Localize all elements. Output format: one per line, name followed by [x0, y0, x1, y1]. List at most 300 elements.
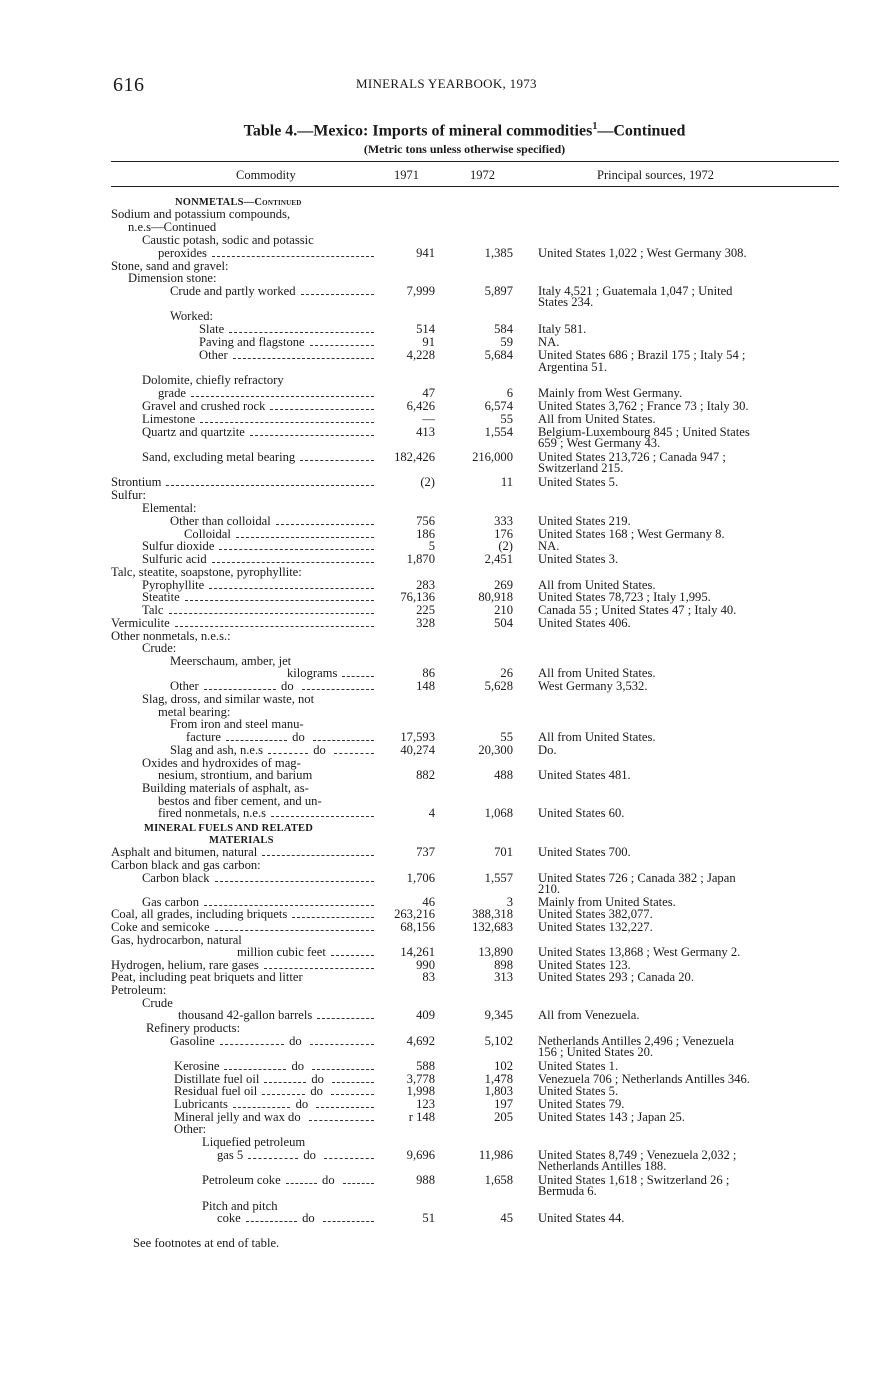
- dot-leader: [313, 740, 374, 741]
- commodity-name: Lubricants: [174, 1097, 228, 1111]
- commodity-name: Petroleum:: [111, 983, 167, 997]
- value-1971: 123: [416, 1097, 435, 1111]
- dot-leader: [262, 855, 374, 856]
- value-1971: 737: [416, 845, 435, 859]
- dot-leader: [233, 358, 374, 359]
- principal-sources: United States 382,077.: [538, 907, 653, 921]
- table-row: [0, 858, 877, 872]
- principal-sources: United States 168 ; West Germany 8.: [538, 527, 725, 541]
- commodity-name: peroxides: [158, 246, 207, 260]
- dot-leader: [268, 753, 308, 754]
- principal-sources: United States 5.: [538, 1084, 619, 1098]
- commodity-name: Pitch and pitch: [202, 1199, 278, 1213]
- value-1971: r 148: [408, 1110, 435, 1124]
- dot-leader: [204, 689, 276, 690]
- value-1971: 1,870: [406, 552, 435, 566]
- principal-sources: United States 132,227.: [538, 920, 653, 934]
- commodity-name: Colloidal: [184, 527, 231, 541]
- principal-sources: Canada 55 ; United States 47 ; Italy 40.: [538, 603, 737, 617]
- value-1972: 1,068: [484, 806, 513, 820]
- dot-leader: [224, 1069, 286, 1070]
- commodity-name: Steatite: [142, 590, 180, 604]
- dot-leader: [185, 600, 374, 601]
- value-1972: 80,918: [478, 590, 513, 604]
- commodity-name: Gravel and crushed rock: [142, 399, 266, 413]
- table-row: [0, 768, 877, 782]
- dot-leader: [233, 1107, 291, 1108]
- principal-sources: United States 1,618 ; Switzerland 26 ;: [538, 1173, 730, 1187]
- value-1972: 210: [494, 603, 513, 617]
- commodity-name: Crude: [142, 996, 173, 1010]
- value-1971: —: [422, 412, 435, 426]
- unit-label: do: [284, 1110, 304, 1124]
- header-1971: 1971: [394, 168, 419, 182]
- value-1971: 182,426: [394, 450, 435, 464]
- commodity-name: Building materials of asphalt, as-: [142, 781, 309, 795]
- principal-sources: Mainly from United States.: [538, 895, 676, 909]
- header-commodity: Commodity: [236, 168, 296, 182]
- table-row: [0, 360, 877, 374]
- commodity-name: Talc: [142, 603, 164, 617]
- value-1971: 4,692: [406, 1034, 435, 1048]
- commodity-name: Sulfuric acid: [142, 552, 207, 566]
- commodity-name: fired nonmetals, n.e.s: [158, 806, 267, 820]
- value-1972: 269: [494, 578, 513, 592]
- table-row: [0, 386, 877, 400]
- commodity-name: Sulfur:: [111, 488, 146, 502]
- value-1972: 6,574: [484, 399, 513, 413]
- commodity-name: metal bearing:: [158, 705, 231, 719]
- value-1972: 11,986: [478, 1148, 513, 1162]
- table-row: [0, 1211, 877, 1225]
- dot-leader: [292, 917, 374, 918]
- table-row: [0, 692, 877, 706]
- value-1971: 514: [416, 322, 435, 336]
- value-1972: (2): [498, 539, 513, 553]
- value-1972: 504: [494, 616, 513, 630]
- principal-sources: United States 1.: [538, 1059, 619, 1073]
- value-1972: 5,628: [484, 679, 513, 693]
- commodity-cell: [199, 322, 376, 336]
- commodity-name: Carbon black: [142, 871, 210, 885]
- commodity-cell: [142, 373, 376, 387]
- commodity-name: Sand, excluding metal bearing: [142, 450, 296, 464]
- table-row: [0, 603, 877, 617]
- dot-leader: [175, 626, 374, 627]
- value-1971: 68,156: [400, 920, 435, 934]
- value-1971: 14,261: [400, 945, 435, 959]
- value-1971: 413: [416, 425, 435, 439]
- value-1972: 55: [500, 412, 513, 426]
- unit-label: do: [307, 1084, 327, 1098]
- commodity-cell: [111, 970, 376, 984]
- commodity-name: Coke and semicoke: [111, 920, 210, 934]
- value-1972: 11: [500, 475, 513, 489]
- table-row: [0, 1184, 877, 1198]
- dot-leader: [302, 689, 374, 690]
- commodity-cell: [146, 1021, 376, 1035]
- value-1971: 1,998: [406, 1084, 435, 1098]
- value-1971: 263,216: [394, 907, 435, 921]
- value-1971: 5: [428, 539, 435, 553]
- value-1972: 333: [494, 514, 513, 528]
- principal-sources: United States 726 ; Canada 382 ; Japan: [538, 871, 736, 885]
- commodity-name: Slag, dross, and similar waste, not: [142, 692, 315, 706]
- commodity-name: bestos and fiber cement, and un-: [158, 794, 322, 808]
- table-row: [0, 488, 877, 502]
- commodity-cell: [111, 983, 376, 997]
- table-row: [0, 565, 877, 579]
- commodity-name: Gas, hydrocarbon, natural: [111, 933, 242, 947]
- value-1972: 898: [494, 958, 513, 972]
- commodity-name: nesium, strontium, and barium: [158, 768, 313, 782]
- principal-sources: Do.: [538, 743, 557, 757]
- table-row: [0, 1084, 877, 1098]
- commodity-name: kilograms: [287, 666, 338, 680]
- value-1971: 76,136: [400, 590, 435, 604]
- commodity-name: million cubic feet: [237, 945, 326, 959]
- table-row: [0, 271, 877, 285]
- commodity-cell: [111, 488, 376, 502]
- commodity-cell: [111, 475, 376, 489]
- dot-leader: [316, 1107, 374, 1108]
- value-1972: 5,102: [484, 1034, 513, 1048]
- dot-leader: [166, 485, 374, 486]
- value-1972: 488: [494, 768, 513, 782]
- table-row: [0, 1021, 877, 1035]
- table-row: [0, 882, 877, 896]
- value-1972: 13,890: [478, 945, 513, 959]
- table-row: [0, 194, 877, 208]
- commodity-name: Sodium and potassium compounds,: [111, 207, 291, 221]
- commodity-name: Elemental:: [142, 501, 197, 515]
- dot-leader: [317, 1018, 374, 1019]
- principal-sources: Bermuda 6.: [538, 1184, 597, 1198]
- commodity-cell: [202, 1135, 376, 1149]
- principal-sources: All from Venezuela.: [538, 1008, 640, 1022]
- table-row: [0, 436, 877, 450]
- commodity-cell: [174, 1059, 376, 1073]
- table-row: [0, 590, 877, 604]
- table-row: [0, 1097, 877, 1111]
- dot-leader: [276, 524, 374, 525]
- value-1971: 86: [422, 666, 435, 680]
- value-1972: 3: [506, 895, 513, 909]
- value-1972: 6: [506, 386, 513, 400]
- dot-leader: [209, 588, 374, 589]
- value-1971: 283: [416, 578, 435, 592]
- table-row: [0, 845, 877, 859]
- commodity-cell: [142, 501, 376, 515]
- commodity-name: n.e.s—Continued: [128, 220, 217, 234]
- value-1971: 990: [416, 958, 435, 972]
- dot-leader: [215, 930, 374, 931]
- value-1971: 47: [422, 386, 435, 400]
- dot-leader: [309, 1120, 374, 1121]
- table-row: [0, 806, 877, 820]
- commodity-name: Liquefied petroleum: [202, 1135, 306, 1149]
- header-principal-sources: Principal sources, 1972: [597, 168, 714, 182]
- unit-label: do: [298, 1211, 318, 1225]
- commodity-name: Peat, including peat briquets and litter: [111, 970, 303, 984]
- value-1972: 26: [500, 666, 513, 680]
- principal-sources: Switzerland 215.: [538, 461, 624, 475]
- dot-leader: [331, 955, 374, 956]
- commodity-name: Stone, sand and gravel:: [111, 259, 229, 273]
- commodity-name: facture: [186, 730, 221, 744]
- value-1971: 6,426: [406, 399, 435, 413]
- commodity-name: Other nonmetals, n.e.s.:: [111, 629, 231, 643]
- commodity-name: Hydrogen, helium, rare gases: [111, 958, 259, 972]
- principal-sources: United States 143 ; Japan 25.: [538, 1110, 685, 1124]
- commodity-name: From iron and steel manu-: [170, 717, 304, 731]
- commodity-name: Worked:: [170, 309, 214, 323]
- commodity-name: Petroleum coke: [202, 1173, 281, 1187]
- dot-leader: [271, 816, 374, 817]
- dot-leader: [246, 1221, 297, 1222]
- page-number: 616: [113, 74, 145, 96]
- dot-leader: [169, 613, 375, 614]
- commodity-cell: [142, 552, 376, 566]
- value-1972: 216,000: [472, 450, 513, 464]
- dot-leader: [229, 332, 374, 333]
- principal-sources: United States 3,762 ; France 73 ; Italy 30.: [538, 399, 749, 413]
- value-1972: 45: [500, 1211, 513, 1225]
- header-1972: 1972: [470, 168, 495, 182]
- commodity-name: Refinery products:: [146, 1021, 241, 1035]
- dot-leader: [264, 1082, 306, 1083]
- table-row: [0, 970, 877, 984]
- commodity-cell: [178, 1008, 376, 1022]
- commodity-cell: [170, 679, 376, 693]
- value-1972: 55: [500, 730, 513, 744]
- principal-sources: United States 700.: [538, 845, 631, 859]
- commodity-name: Kerosine: [174, 1059, 220, 1073]
- commodity-name: Gasoline: [170, 1034, 215, 1048]
- value-1972: 388,318: [472, 907, 513, 921]
- value-1972: 205: [494, 1110, 513, 1124]
- value-1972: 9,345: [484, 1008, 513, 1022]
- commodity-cell: [142, 692, 376, 706]
- dot-leader: [270, 409, 374, 410]
- commodity-cell: [158, 386, 376, 400]
- dot-leader: [264, 968, 374, 969]
- value-1972: 20,300: [478, 743, 513, 757]
- value-1971: 7,999: [406, 284, 435, 298]
- table-row: [0, 246, 877, 260]
- value-1972: 132,683: [472, 920, 513, 934]
- table-row: [0, 322, 877, 336]
- principal-sources: United States 123.: [538, 958, 631, 972]
- value-1972: 1,554: [484, 425, 513, 439]
- table-row: [0, 514, 877, 528]
- dot-leader: [212, 256, 374, 257]
- value-1971: 3,778: [406, 1072, 435, 1086]
- commodity-name: thousand 42-gallon barrels: [178, 1008, 313, 1022]
- value-1972: 1,385: [484, 246, 513, 260]
- commodity-cell: [111, 565, 376, 579]
- commodity-name: NONMETALS—Continued: [175, 197, 302, 208]
- commodity-cell: [217, 1211, 376, 1225]
- value-1972: 59: [500, 335, 513, 349]
- unit-label: do: [300, 1148, 320, 1162]
- value-1971: 51: [422, 1211, 435, 1225]
- commodity-name: Talc, steatite, soapstone, pyrophyllite:: [111, 565, 302, 579]
- dot-leader: [200, 422, 374, 423]
- commodity-cell: [142, 641, 376, 655]
- principal-sources: All from United States.: [538, 730, 656, 744]
- commodity-name: Quartz and quartzite: [142, 425, 245, 439]
- value-1972: 1,803: [484, 1084, 513, 1098]
- table-row: [0, 461, 877, 475]
- principal-sources: United States 13,868 ; West Germany 2.: [538, 945, 741, 959]
- table-row: [0, 552, 877, 566]
- table-title-suffix: —Continued: [597, 122, 686, 140]
- commodity-name: Other: [170, 679, 199, 693]
- commodity-name: Strontium: [111, 475, 162, 489]
- table-row: [0, 717, 877, 731]
- principal-sources: United States 8,749 ; Venezuela 2,032 ;: [538, 1148, 737, 1162]
- commodity-name: Pyrophyllite: [142, 578, 205, 592]
- value-1971: 40,274: [400, 743, 435, 757]
- table-row: [0, 1135, 877, 1149]
- dot-leader: [226, 740, 287, 741]
- table-row: [0, 616, 877, 630]
- commodity-name: Distillate fuel oil: [174, 1072, 260, 1086]
- table-row: [0, 309, 877, 323]
- principal-sources: 210.: [538, 882, 561, 896]
- table-row: [0, 539, 877, 553]
- commodity-cell: [142, 781, 376, 795]
- value-1971: 588: [416, 1059, 435, 1073]
- value-1971: 91: [422, 335, 435, 349]
- commodity-name: MATERIALS: [209, 835, 274, 846]
- principal-sources: United States 44.: [538, 1211, 625, 1225]
- commodity-name: Other:: [174, 1122, 207, 1136]
- value-1971: 4: [428, 806, 435, 820]
- commodity-cell: [237, 945, 376, 959]
- principal-sources: United States 60.: [538, 806, 625, 820]
- principal-sources: West Germany 3,532.: [538, 679, 648, 693]
- commodity-cell: [158, 768, 376, 782]
- commodity-cell: [287, 666, 376, 680]
- commodity-cell: [142, 539, 376, 553]
- value-1972: 2,451: [484, 552, 513, 566]
- value-1972: 5,897: [484, 284, 513, 298]
- principal-sources: Venezuela 706 ; Netherlands Antilles 346.: [538, 1072, 750, 1086]
- dot-leader: [262, 1094, 305, 1095]
- commodity-cell: [170, 514, 376, 528]
- table-row: [0, 207, 877, 221]
- commodity-name: Dolomite, chiefly refractory: [142, 373, 284, 387]
- table-row: [0, 335, 877, 349]
- value-1971: 83: [422, 970, 435, 984]
- commodity-name: Crude and partly worked: [170, 284, 296, 298]
- principal-sources: Netherlands Antilles 188.: [538, 1159, 667, 1173]
- principal-sources: Italy 581.: [538, 322, 587, 336]
- value-1971: 186: [416, 527, 435, 541]
- principal-sources: Argentina 51.: [538, 360, 608, 374]
- commodity-name: Dimension stone:: [128, 271, 217, 285]
- table-row: [0, 412, 877, 426]
- commodity-name: Other: [199, 348, 228, 362]
- principal-sources: All from United States.: [538, 666, 656, 680]
- dot-leader: [332, 1082, 374, 1083]
- running-head: MINERALS YEARBOOK, 1973: [356, 76, 537, 91]
- principal-sources: 659 ; West Germany 43.: [538, 436, 661, 450]
- principal-sources: United States 219.: [538, 514, 631, 528]
- table-row: [0, 399, 877, 413]
- commodity-name: Meerschaum, amber, jet: [170, 654, 292, 668]
- commodity-cell: [170, 717, 376, 731]
- commodity-name: Crude:: [142, 641, 177, 655]
- value-1972: 1,478: [484, 1072, 513, 1086]
- value-1971: 328: [416, 616, 435, 630]
- commodity-cell: [128, 220, 376, 234]
- value-1971: 225: [416, 603, 435, 617]
- commodity-cell: [142, 603, 376, 617]
- principal-sources: United States 213,726 ; Canada 947 ;: [538, 450, 726, 464]
- dot-leader: [323, 1221, 374, 1222]
- dot-leader: [334, 753, 374, 754]
- table-row: [0, 945, 877, 959]
- commodity-name: Paving and flagstone: [199, 335, 305, 349]
- principal-sources: United States 78,723 ; Italy 1,995.: [538, 590, 711, 604]
- principal-sources: United States 481.: [538, 768, 631, 782]
- principal-sources: United States 79.: [538, 1097, 625, 1111]
- commodity-name: grade: [158, 386, 186, 400]
- table-row: [0, 475, 877, 489]
- commodity-name: Limestone: [142, 412, 196, 426]
- value-1971: (2): [420, 475, 435, 489]
- principal-sources: Mainly from West Germany.: [538, 386, 683, 400]
- commodity-name: Other than colloidal: [170, 514, 271, 528]
- table-row: [0, 220, 877, 234]
- principal-sources: United States 686 ; Brazil 175 ; Italy 54 ;: [538, 348, 746, 362]
- table-row: [0, 832, 877, 846]
- table-footnote: See footnotes at end of table.: [133, 1236, 280, 1250]
- commodity-cell: [142, 233, 376, 247]
- commodity-cell: [142, 399, 376, 413]
- dot-leader: [191, 396, 374, 397]
- table-subtitle-text: (Metric tons unless otherwise specified): [363, 142, 566, 156]
- dot-leader: [342, 676, 374, 677]
- commodity-cell: [199, 335, 376, 349]
- principal-sources: Netherlands Antilles 2,496 ; Venezuela: [538, 1034, 734, 1048]
- commodity-name: MINERAL FUELS AND RELATED: [144, 823, 314, 834]
- table-row: [0, 920, 877, 934]
- table-row: [0, 781, 877, 795]
- value-1972: 313: [494, 970, 513, 984]
- value-1971: 941: [416, 246, 435, 260]
- commodity-name: Gas carbon: [142, 895, 199, 909]
- table-row: [0, 501, 877, 515]
- unit-label: do: [292, 1097, 312, 1111]
- value-1971: 882: [416, 768, 435, 782]
- commodity-cell: [128, 271, 376, 285]
- table-row: [0, 666, 877, 680]
- dot-leader: [312, 1069, 374, 1070]
- commodity-cell: [174, 1084, 376, 1098]
- unit-label: do: [318, 1173, 338, 1187]
- dot-leader: [204, 905, 374, 906]
- principal-sources: All from United States.: [538, 412, 656, 426]
- principal-sources: All from United States.: [538, 578, 656, 592]
- principal-sources: United States 406.: [538, 616, 631, 630]
- commodity-cell: [170, 743, 376, 757]
- value-1972: 1,658: [484, 1173, 513, 1187]
- unit-label: do: [289, 730, 308, 744]
